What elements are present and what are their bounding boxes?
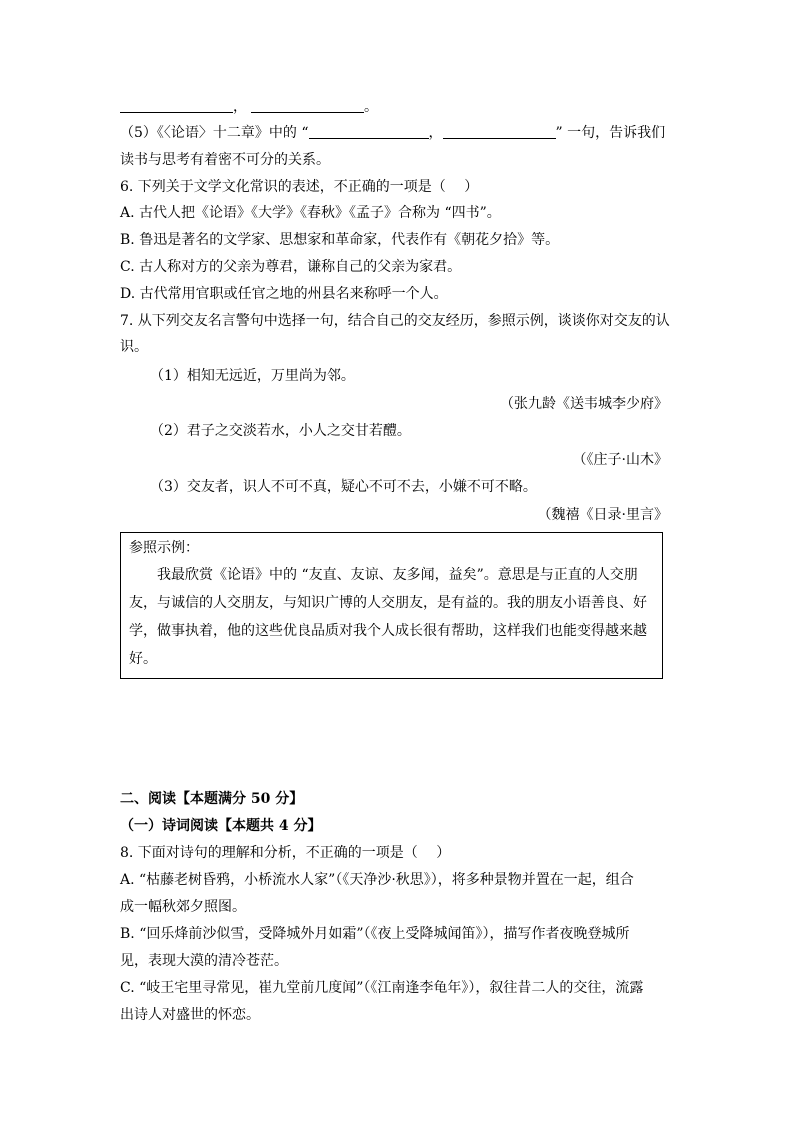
example-box [120, 532, 663, 679]
q5-5-prefix: （5）《〈论语〉十二章》中的 “ [120, 125, 309, 141]
q8-option-a-line2: 成一幅秋郊夕照图。 [120, 899, 246, 915]
q8-option-c-line2: 出诗人对盛世的怀恋。 [120, 1007, 260, 1023]
q8-option-c-line1: C. “岐王宅里寻常见，崔九堂前几度闻”（《江南逢李龟年》），叙往昔二人的交往，流露 [120, 980, 644, 996]
q8-option-b-line2: 见，表现大漠的清冷苍茫。 [120, 953, 288, 969]
q7-quote-3-source: （魏禧《日录·里言》 [537, 507, 668, 523]
answer-blank[interactable] [251, 98, 364, 113]
q8-option-b-line1: B. “回乐烽前沙似雪，受降城外月如霜”（《夜上受降城闻笛》），描写作者夜晚登城所 [120, 926, 630, 942]
answer-blank[interactable] [443, 124, 556, 139]
q7-quote-1-source: （张九龄《送韦城李少府》 [500, 396, 668, 412]
q5-prev-answer-line [120, 97, 680, 117]
q6-option-b: B. 鲁迅是著名的文学家、思想家和革命家，代表作有《朝花夕拾》等。 [120, 232, 560, 248]
example-title: 参照示例： [129, 540, 199, 556]
comma: ， [233, 99, 247, 115]
example-line-2: 友，与诚信的人交朋友，与知识广博的人交朋友，是有益的。我的朋友小语善良、好 [129, 595, 647, 611]
q5-5-suffix: ” 一句，告诉我们 [555, 125, 666, 141]
example-line-1: 我最欣赏《论语》中的 “友直、友谅、友多闻，益矣”。意思是与正直的人交朋 [129, 567, 638, 583]
q6-option-d: D. 古代常用官职或任官之地的州县名来称呼一个人。 [120, 286, 448, 302]
q6-stem: 6. 下列关于文学文化常识的表述，不正确的一项是（ ） [120, 179, 479, 195]
q7-quote-1: （1）相知无远近，万里尚为邻。 [150, 368, 355, 384]
section-2-title: 二、阅读【本题满分 50 分】 [120, 791, 304, 807]
q8-option-a-line1: A. “枯藤老树昏鸦，小桥流水人家”（《天净沙·秋思》），将多种景物并置在一起，组合 [120, 872, 634, 888]
q5-5-line2: 读书与思考有着密不可分的关系。 [120, 152, 330, 168]
q7-quote-3: （3）交友者，识人不可不真，疑心不可不去，小嫌不可不略。 [150, 479, 537, 495]
q7-quote-2-source: （《庄子·山木》 [572, 452, 668, 468]
section-2-sub-1: （一）诗词阅读【本题共 4 分】 [120, 818, 322, 834]
period: 。 [364, 99, 378, 115]
answer-blank[interactable] [309, 124, 429, 139]
comma: ， [428, 125, 443, 141]
q6-option-a: A. 古代人把《论语》《大学》《春秋》《孟子》合称为 “四书”。 [120, 205, 501, 221]
q7-stem-line2: 识。 [120, 339, 148, 355]
q7-quote-2: （2）君子之交淡若水，小人之交甘若醴。 [150, 423, 411, 439]
answer-blank[interactable] [120, 98, 233, 113]
example-line-3: 学，做事执着，他的这些优良品质对我个人成长很有帮助，这样我们也能变得越来越 [129, 623, 647, 639]
q8-stem: 8. 下面对诗句的理解和分析，不正确的一项是（ ） [120, 845, 451, 861]
q6-option-c: C. 古人称对方的父亲为尊君，谦称自己的父亲为家君。 [120, 259, 462, 275]
q7-stem-line1: 7. 从下列交友名言警句中选择一句，结合自己的交友经历，参照示例，谈谈你对交友的认 [120, 313, 670, 329]
example-line-4: 好。 [129, 651, 157, 667]
q5-5-line1 [120, 123, 680, 143]
